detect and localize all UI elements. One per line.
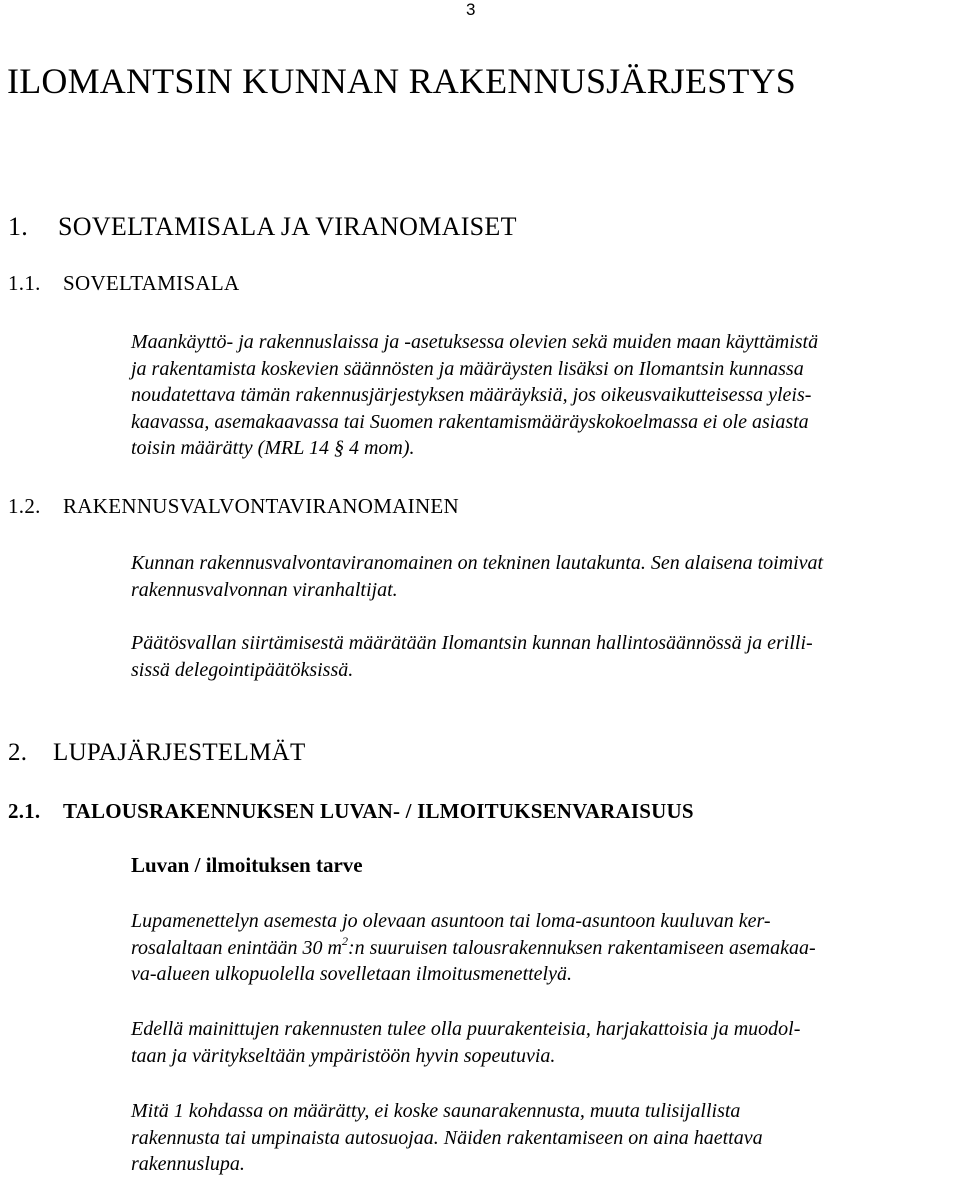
text-line: Mitä 1 kohdassa on määrätty, ei koske saunarakennusta, muuta tulisijallista [131,1100,741,1122]
section-title: SOVELTAMISALA JA VIRANOMAISET [58,212,517,241]
text-line: taan ja väritykseltään ympäristöön hyvin sopeutuvia. [131,1044,556,1067]
document-title: ILOMANTSIN KUNNAN RAKENNUSJÄRJESTYS [7,61,797,101]
paragraph-paatosvalta [131,630,953,683]
text-line: Päätösvallan siirtämisestä määrätään Ilomantsin kunnan hallintosäännössä ja erilli- [131,632,813,654]
text-line: rakennuslupa. [131,1153,245,1175]
text-segment: :n suuruisen talousrakennuksen rakentamiseen asemakaa- [347,936,816,959]
subsection-title: SOVELTAMISALA [63,271,240,295]
text-segment: rosalaltaan enintään 30 m [131,936,342,959]
text-line: kaavassa, asemakaavassa tai Suomen rakentamismääräyskokoelmassa ei ole asiasta [131,410,809,433]
text-line: sissä delegointipäätöksissä. [131,658,354,681]
subsection-number: 1.2. [8,494,41,518]
section-number: 1. [8,212,29,241]
text-line: va-alueen ulkopuolella sovelletaan ilmoitusmenettelyä. [131,963,572,985]
text-line: rakennusvalvonnan viranhaltijat. [131,578,398,601]
paragraph-saunarakennus [131,1098,953,1178]
paragraph-soveltamisala [131,329,953,462]
text-line: noudatettava tämän rakennusjärjestyksen määräyksiä, jos oikeusvaikutteisessa yleis- [131,384,812,406]
subsection-title: RAKENNUSVALVONTAVIRANOMAINEN [63,494,460,518]
paragraph-viranomainen [131,550,953,603]
page-number: 3 [466,0,476,19]
text-line: rakennusta tai umpinaista autosuojaa. Näiden rakentamiseen on aina haettava [131,1126,763,1149]
text-line: Kunnan rakennusvalvontaviranomainen on tekninen lautakunta. Sen alaisena toimivat [131,552,824,574]
subsection-number: 2.1. [8,799,41,823]
paragraph-lupamenettely [131,908,953,988]
text-line: Maankäyttö- ja rakennuslaissa ja -asetuksessa olevien sekä muiden maan käyttämistä [131,331,819,353]
text-line: Edellä mainittujen rakennusten tulee olla puurakenteisia, harjakattoisia ja muodol- [131,1018,801,1040]
superscript: 2 [341,933,348,948]
text-line: toisin määrätty (MRL 14 § 4 mom). [131,437,415,459]
text-line: Lupamenettelyn asemesta jo olevaan asuntoon tai loma-asuntoon kuuluvan ker- [131,910,771,932]
subsection-title: TALOUSRAKENNUKSEN LUVAN- / ILMOITUKSENVARAISUUS [63,799,694,823]
subheading-luvan-tarve: Luvan / ilmoituksen tarve [131,853,363,877]
paragraph-rakennusten-tulee [131,1016,953,1069]
section-number: 2. [8,739,28,766]
section-title: LUPAJÄRJESTELMÄT [53,739,306,766]
text-line [131,935,953,962]
text-line: ja rakentamista koskevien säännösten ja määräysten lisäksi on Ilomantsin kunnassa [131,357,804,380]
subsection-number: 1.1. [8,271,41,295]
